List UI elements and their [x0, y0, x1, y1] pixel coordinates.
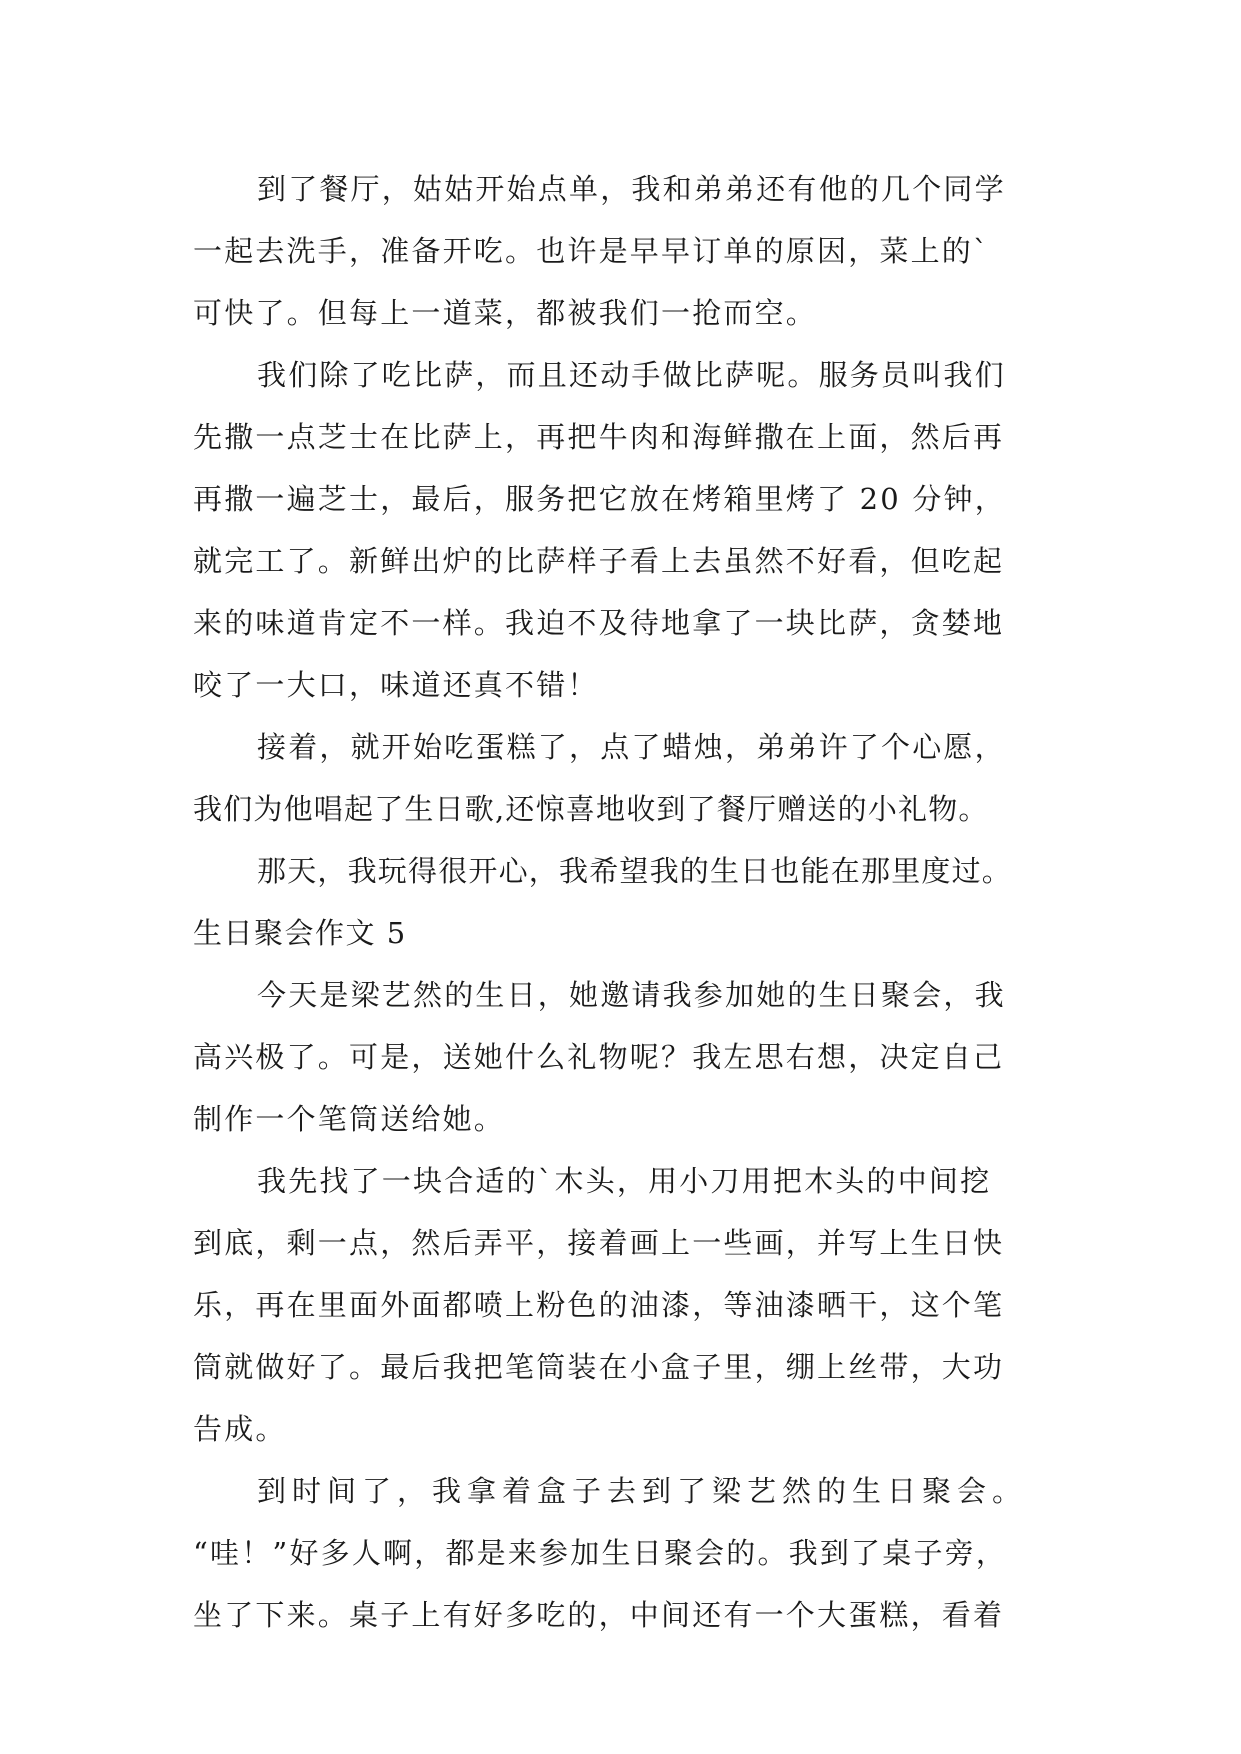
text-line: 一起去洗手，准备开吃。也许是早早订单的原因，菜上的`: [193, 234, 990, 268]
text-line: 到底，剩一点，然后弄平，接着画上一些画，并写上生日快: [193, 1226, 1005, 1260]
text-line: 来的味道肯定不一样。我迫不及待地拿了一块比萨，贪婪地: [193, 606, 1005, 640]
text-line: 告成。: [193, 1412, 287, 1446]
text-line: 那天，我玩得很开心，我希望我的生日也能在那里度过。: [257, 854, 1013, 888]
text-line: 高兴极了。可是，送她什么礼物呢？我左思右想，决定自己: [193, 1040, 1005, 1074]
text-line: 到了餐厅，姑姑开始点单，我和弟弟还有他的几个同学: [257, 172, 1006, 206]
document-body: [193, 158, 1053, 1646]
text-line: 我先找了一块合适的`木头，用小刀用把木头的中间挖: [257, 1164, 992, 1198]
text-line: 到时间了，我拿着盒子去到了梁艺然的生日聚会。: [257, 1474, 1028, 1508]
text-line: “哇！”好多人啊，都是来参加生日聚会的。我到了桌子旁，: [193, 1536, 1008, 1570]
text-line: 制作一个笔筒送给她。: [193, 1102, 506, 1136]
section-heading: 生日聚会作文 5: [193, 916, 407, 950]
text-line: 接着，就开始吃蛋糕了，点了蜡烛，弟弟许了个心愿，: [257, 730, 1006, 764]
text-line: 再撒一遍芝士，最后，服务把它放在烤箱里烤了 20 分钟，: [193, 482, 1006, 516]
text-line: 就完工了。新鲜出炉的比萨样子看上去虽然不好看，但吃起: [193, 544, 1005, 578]
text-line: 可快了。但每上一道菜，都被我们一抢而空。: [193, 296, 818, 330]
text-line: 乐，再在里面外面都喷上粉色的油漆，等油漆晒干，这个笔: [193, 1288, 1005, 1322]
text-line: 先撒一点芝士在比萨上，再把牛肉和海鲜撒在上面，然后再: [193, 420, 1005, 454]
text-line: 筒就做好了。最后我把笔筒装在小盒子里，绷上丝带，大功: [193, 1350, 1005, 1384]
text-line: 坐了下来。桌子上有好多吃的，中间还有一个大蛋糕，看着: [193, 1598, 1005, 1632]
text-line: 我们除了吃比萨，而且还动手做比萨呢。服务员叫我们: [257, 358, 1006, 392]
text-line: 今天是梁艺然的生日，她邀请我参加她的生日聚会，我: [257, 978, 1006, 1012]
text-line: 我们为他唱起了生日歌,还惊喜地收到了餐厅赠送的小礼物。: [193, 792, 989, 826]
text-line: 咬了一大口，味道还真不错！: [193, 668, 599, 702]
